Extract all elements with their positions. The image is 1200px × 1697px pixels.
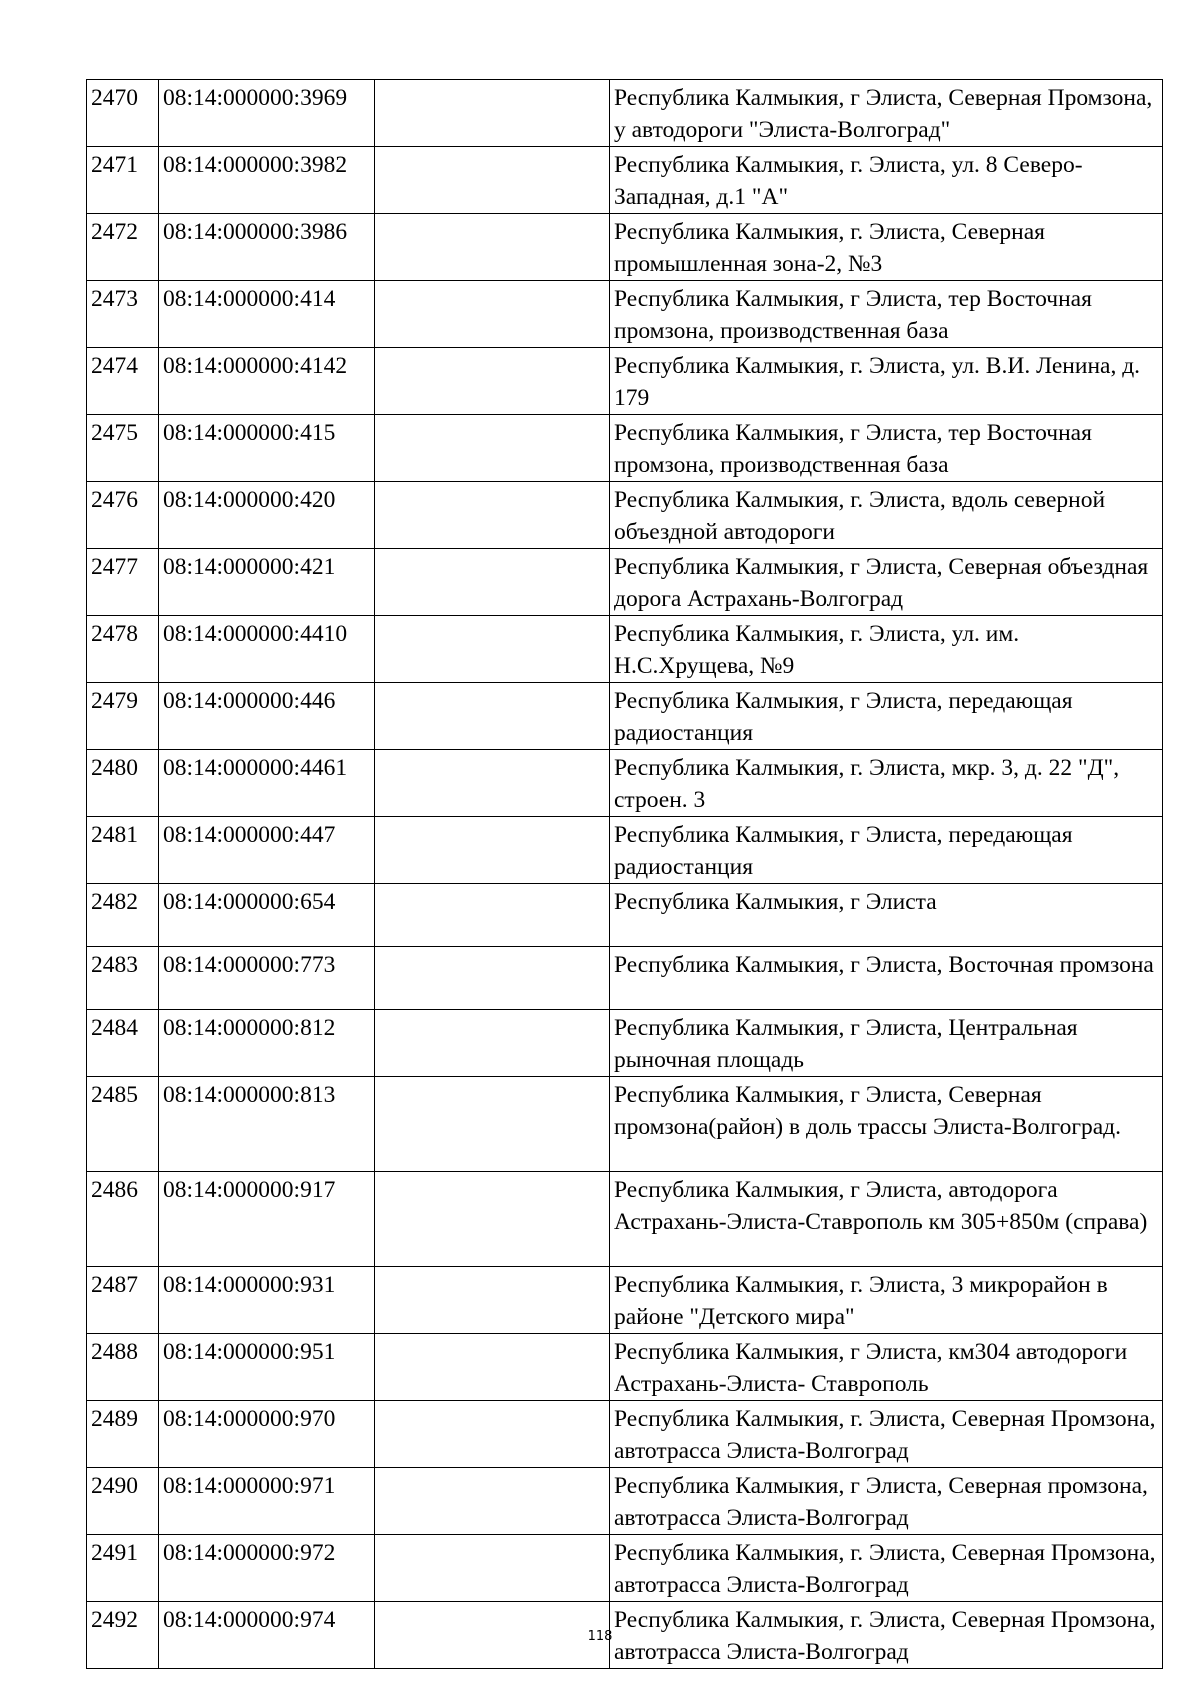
address-cell: Республика Калмыкия, г. Элиста, ул. им. Н.С.Хрущева, №9 — [610, 616, 1163, 683]
table-row — [87, 616, 1163, 683]
row-number-cell: 2479 — [87, 683, 159, 750]
address-cell: Республика Калмыкия, г. Элиста, мкр. 3, д. 22 "Д", строен. 3 — [610, 750, 1163, 817]
empty-cell — [375, 80, 610, 147]
row-number-cell: 2486 — [87, 1172, 159, 1267]
table-row — [87, 1267, 1163, 1334]
table-row — [87, 348, 1163, 415]
row-number-cell: 2491 — [87, 1535, 159, 1602]
row-number-cell: 2470 — [87, 80, 159, 147]
empty-cell — [375, 281, 610, 348]
row-number-cell: 2485 — [87, 1077, 159, 1172]
address-cell: Республика Калмыкия, г Элиста, Восточная промзона — [610, 947, 1163, 1010]
row-number-cell: 2477 — [87, 549, 159, 616]
empty-cell — [375, 1334, 610, 1401]
address-cell: Республика Калмыкия, г Элиста, передающая радиостанция — [610, 683, 1163, 750]
empty-cell — [375, 1172, 610, 1267]
address-cell: Республика Калмыкия, г Элиста, Северная Промзона, у автодороги "Элиста-Волгоград" — [610, 80, 1163, 147]
table-row — [87, 683, 1163, 750]
cadastral-number-cell: 08:14:000000:415 — [159, 415, 375, 482]
table-row — [87, 1334, 1163, 1401]
row-number-cell: 2475 — [87, 415, 159, 482]
cadastral-number-cell: 08:14:000000:4142 — [159, 348, 375, 415]
cadastral-number-cell: 08:14:000000:3986 — [159, 214, 375, 281]
address-cell: Республика Калмыкия, г Элиста, автодорога Астрахань-Элиста-Ставрополь км 305+850м (справа) — [610, 1172, 1163, 1267]
row-number-cell: 2478 — [87, 616, 159, 683]
cadastral-number-cell: 08:14:000000:4410 — [159, 616, 375, 683]
cadastral-number-cell: 08:14:000000:421 — [159, 549, 375, 616]
row-number-cell: 2483 — [87, 947, 159, 1010]
address-cell: Республика Калмыкия, г. Элиста, ул. 8 Северо-Западная, д.1 "А" — [610, 147, 1163, 214]
empty-cell — [375, 1468, 610, 1535]
cadastral-number-cell: 08:14:000000:447 — [159, 817, 375, 884]
table-row — [87, 1535, 1163, 1602]
empty-cell — [375, 884, 610, 947]
address-cell: Республика Калмыкия, г. Элиста, Северная Промзона, автотрасса Элиста-Волгоград — [610, 1535, 1163, 1602]
table-row — [87, 1172, 1163, 1267]
cadastral-number-cell: 08:14:000000:3982 — [159, 147, 375, 214]
row-number-cell: 2482 — [87, 884, 159, 947]
cadastral-number-cell: 08:14:000000:931 — [159, 1267, 375, 1334]
empty-cell — [375, 214, 610, 281]
address-cell: Республика Калмыкия, г Элиста, передающая радиостанция — [610, 817, 1163, 884]
table-row — [87, 80, 1163, 147]
cadastral-number-cell: 08:14:000000:974 — [159, 1602, 375, 1669]
cadastral-number-cell: 08:14:000000:654 — [159, 884, 375, 947]
empty-cell — [375, 415, 610, 482]
address-cell: Республика Калмыкия, г Элиста, Центральная рыночная площадь — [610, 1010, 1163, 1077]
row-number-cell: 2473 — [87, 281, 159, 348]
address-cell: Республика Калмыкия, г. Элиста, Северная промышленная зона-2, №3 — [610, 214, 1163, 281]
empty-cell — [375, 1010, 610, 1077]
table-row — [87, 1401, 1163, 1468]
empty-cell — [375, 947, 610, 1010]
row-number-cell: 2484 — [87, 1010, 159, 1077]
cadastral-number-cell: 08:14:000000:813 — [159, 1077, 375, 1172]
cadastral-number-cell: 08:14:000000:917 — [159, 1172, 375, 1267]
row-number-cell: 2490 — [87, 1468, 159, 1535]
address-cell: Республика Калмыкия, г. Элиста, Северная Промзона, автотрасса Элиста-Волгоград — [610, 1401, 1163, 1468]
table-row — [87, 884, 1163, 947]
row-number-cell: 2471 — [87, 147, 159, 214]
cadastral-number-cell: 08:14:000000:446 — [159, 683, 375, 750]
table-row — [87, 482, 1163, 549]
table-row — [87, 750, 1163, 817]
empty-cell — [375, 750, 610, 817]
address-cell: Республика Калмыкия, г Элиста, Северная объездная дорога Астрахань-Волгоград — [610, 549, 1163, 616]
row-number-cell: 2481 — [87, 817, 159, 884]
row-number-cell: 2492 — [87, 1602, 159, 1669]
empty-cell — [375, 147, 610, 214]
address-cell: Республика Калмыкия, г. Элиста, 3 микрорайон в районе "Детского мира" — [610, 1267, 1163, 1334]
cadastral-number-cell: 08:14:000000:3969 — [159, 80, 375, 147]
address-cell: Республика Калмыкия, г. Элиста, вдоль северной объездной автодороги — [610, 482, 1163, 549]
empty-cell — [375, 482, 610, 549]
empty-cell — [375, 549, 610, 616]
empty-cell — [375, 683, 610, 750]
address-cell: Республика Калмыкия, г Элиста, тер Восточная промзона, производственная база — [610, 281, 1163, 348]
cadastral-number-cell: 08:14:000000:951 — [159, 1334, 375, 1401]
cadastral-number-cell: 08:14:000000:812 — [159, 1010, 375, 1077]
empty-cell — [375, 1401, 610, 1468]
cadastral-number-cell: 08:14:000000:971 — [159, 1468, 375, 1535]
empty-cell — [375, 1077, 610, 1172]
registry-table-body — [87, 80, 1163, 1669]
address-cell: Республика Калмыкия, г Элиста, тер Восточная промзона, производственная база — [610, 415, 1163, 482]
cadastral-number-cell: 08:14:000000:970 — [159, 1401, 375, 1468]
empty-cell — [375, 616, 610, 683]
page-number: 118 — [587, 1629, 613, 1644]
table-row — [87, 214, 1163, 281]
table-row — [87, 1077, 1163, 1172]
row-number-cell: 2474 — [87, 348, 159, 415]
table-row — [87, 281, 1163, 348]
address-cell: Республика Калмыкия, г Элиста, Северная промзона(район) в доль трассы Элиста-Волгоград. — [610, 1077, 1163, 1172]
table-row — [87, 817, 1163, 884]
empty-cell — [375, 1535, 610, 1602]
row-number-cell: 2472 — [87, 214, 159, 281]
empty-cell — [375, 1267, 610, 1334]
empty-cell — [375, 348, 610, 415]
address-cell: Республика Калмыкия, г Элиста, км304 автодороги Астрахань-Элиста- Ставрополь — [610, 1334, 1163, 1401]
address-cell: Республика Калмыкия, г Элиста, Северная промзона, автотрасса Элиста-Волгоград — [610, 1468, 1163, 1535]
row-number-cell: 2489 — [87, 1401, 159, 1468]
table-row — [87, 1468, 1163, 1535]
row-number-cell: 2488 — [87, 1334, 159, 1401]
address-cell: Республика Калмыкия, г Элиста — [610, 884, 1163, 947]
table-row — [87, 147, 1163, 214]
table-row — [87, 549, 1163, 616]
cadastral-number-cell: 08:14:000000:414 — [159, 281, 375, 348]
row-number-cell: 2487 — [87, 1267, 159, 1334]
cadastral-number-cell: 08:14:000000:4461 — [159, 750, 375, 817]
table-row — [87, 1010, 1163, 1077]
address-cell: Республика Калмыкия, г. Элиста, Северная Промзона, автотрасса Элиста-Волгоград — [610, 1602, 1163, 1669]
empty-cell — [375, 817, 610, 884]
row-number-cell: 2476 — [87, 482, 159, 549]
row-number-cell: 2480 — [87, 750, 159, 817]
address-cell: Республика Калмыкия, г. Элиста, ул. В.И. Ленина, д. 179 — [610, 348, 1163, 415]
registry-table — [86, 79, 1163, 1669]
cadastral-number-cell: 08:14:000000:773 — [159, 947, 375, 1010]
table-row — [87, 947, 1163, 1010]
table-row — [87, 415, 1163, 482]
cadastral-number-cell: 08:14:000000:972 — [159, 1535, 375, 1602]
cadastral-number-cell: 08:14:000000:420 — [159, 482, 375, 549]
